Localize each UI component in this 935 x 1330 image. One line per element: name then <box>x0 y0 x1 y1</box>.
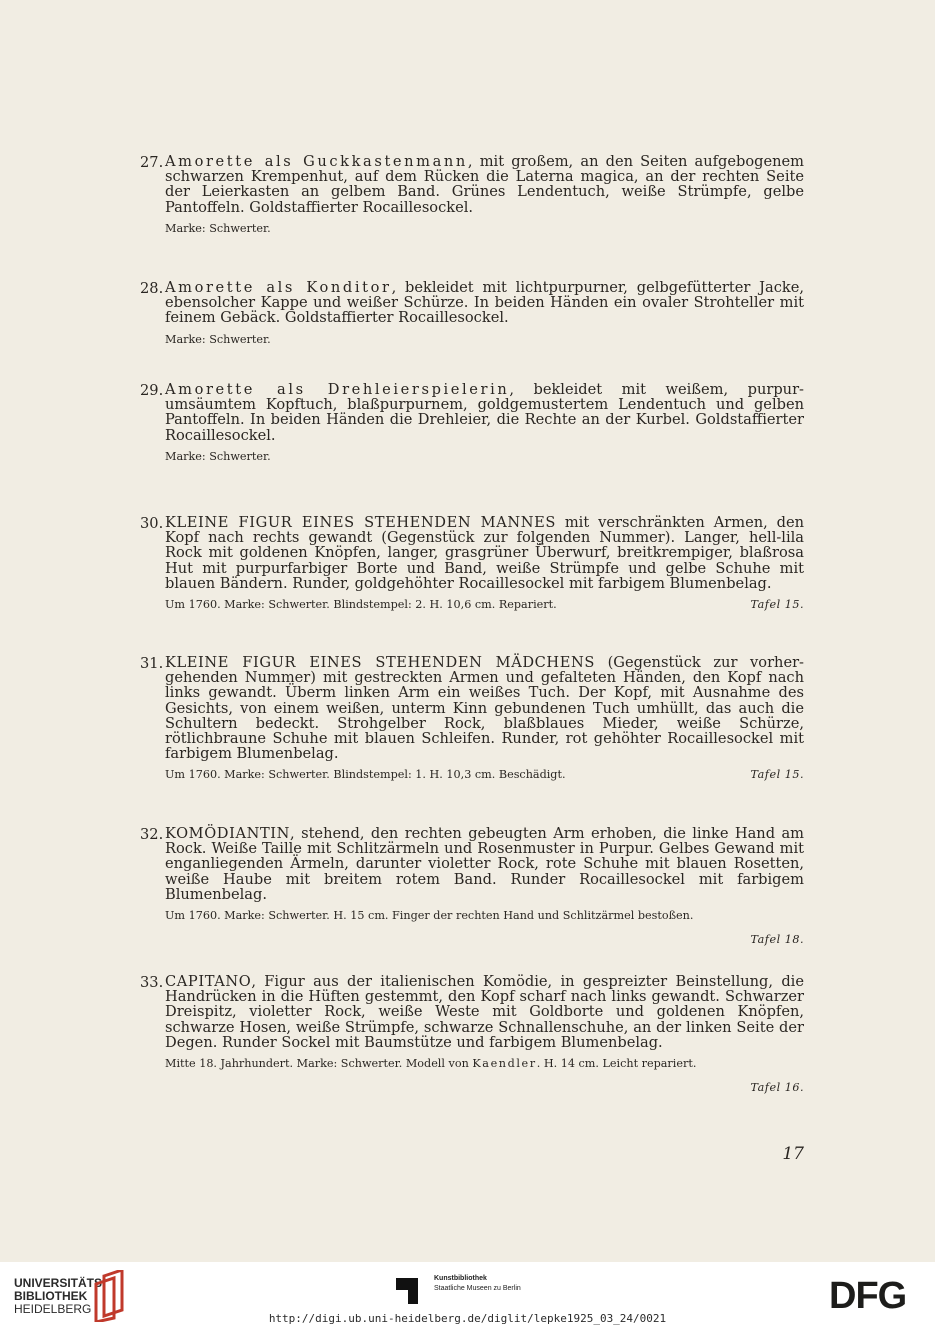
kunstbibliothek-logo-icon <box>396 1278 418 1304</box>
entry-title: KOMÖDIANTIN <box>165 825 291 842</box>
entry-meta: Marke: Schwerter. <box>165 221 271 235</box>
entry-number: 32. <box>140 826 164 843</box>
entry-text: Rock. Weiße Taille mit Schlitzärmeln und Rosenmuster in Purpur. Gelbes Gewand mit enganliegenden Ärmeln, darunter violetter Rock, rote Schuhe mit blauen Rosetten, weiße Haube mit breitem rotem Band. Runder Rocaillesockel mit farbigem Blumenbelag. <box>165 840 804 903</box>
page-number: 17 <box>782 1144 804 1164</box>
catalog-entry-29 <box>140 382 804 464</box>
entry-title: KLEINE FIGUR EINES STEHENDEN MANNES <box>165 514 556 531</box>
plate-reference: Tafel 16. <box>750 1081 804 1095</box>
entry-text: Handrücken in die Hüften gestemmt, den Kopf scharf nach links gewandt. Schwarzer Dreispitz, violetter Rock, weiße Weste mit Goldborte und goldenen Knöpfen, schwarze Hosen, weiße Strümpfe, schwarze Schnallenschuhe, an der linken Seite der Degen. Runder Sockel mit Baumstütze und farbigem Blumenbelag. <box>165 988 804 1051</box>
entry-text-first: , stehend, den rechten gebeugten Arm erhoben, die linke Hand am <box>290 825 804 842</box>
dfg-logo: DFG <box>829 1275 907 1317</box>
catalog-entry-32 <box>140 826 804 946</box>
entry-number: 31. <box>140 655 164 672</box>
entry-text: umsäumtem Kopftuch, blaßpurpurnem, goldgemustertem Lendentuch und gelben Pantoffeln. In beiden Händen die Drehleier, die Rechte an der Kurbel. Goldstaffierter Rocaillesockel. <box>165 396 804 444</box>
catalog-entry-31 <box>140 655 804 782</box>
entry-title: Amorette als Drehleierspielerin <box>165 381 510 398</box>
entry-title: Amorette als Konditor <box>165 279 392 296</box>
plate-reference: Tafel 15. <box>750 598 804 612</box>
entry-meta: Mitte 18. Jahrhundert. Marke: Schwerter. Modell von Kaendler. H. 14 cm. Leicht repariert. <box>165 1057 697 1071</box>
entry-text-first: , bekleidet mit lichtpurpurner, gelbgefütterter Jacke, <box>391 279 804 296</box>
entry-number: 27. <box>140 154 164 171</box>
entry-text: schwarzen Krempenhut, auf dem Rücken die Laterna magica, an der rechten Seite der Leierkasten an gelbem Band. Grünes Lendentuch, weiße Strümpfe, gelbe Pantoffeln. Goldstaffierter Rocaillesockel. <box>165 168 804 216</box>
catalog-entry-30 <box>140 515 804 612</box>
entry-title: Amorette als Guckkastenmann <box>165 153 468 170</box>
entry-text: ebensolcher Kappe und weißer Schürze. In beiden Händen ein ovaler Strohteller mit feinem Gebäck. Goldstaffierter Rocaillesockel. <box>165 294 804 327</box>
plate-reference: Tafel 18. <box>750 933 804 947</box>
catalog-entry-27 <box>140 154 804 236</box>
plate-reference: Tafel 15. <box>750 768 804 782</box>
entry-meta: Marke: Schwerter. <box>165 449 271 463</box>
modeller-name: Kaendler <box>472 1057 537 1071</box>
entry-meta: Um 1760. Marke: Schwerter. Blindstempel: 1. H. 10,3 cm. Beschädigt. Tafel 15. <box>165 768 804 782</box>
entry-title: KLEINE FIGUR EINES STEHENDEN MÄDCHENS <box>165 654 595 671</box>
entry-number: 33. <box>140 974 164 991</box>
entry-meta: Marke: Schwerter. <box>165 332 271 346</box>
entry-text-first: , bekleidet mit weißem, purpur- <box>509 381 804 398</box>
catalog-entry-28 <box>140 280 804 347</box>
entry-text: Kopf nach rechts gewandt (Gegenstück zur folgenden Nummer). Langer, hell-lila Rock mit goldenen Knöpfen, langer, grasgrüner Überwurf, breitkrempiger, blaßrosa Hut mit purpurfarbiger Borte und Band, weiße Strümpfe und gelbe Schuhe mit blauen Bändern. Runder, goldgehöhter Rocaillesockel mit farbigem Blumenbelag. <box>165 529 804 592</box>
entry-text: gehenden Nummer) mit gestreckten Armen und gefalteten Händen, den Kopf nach links gewandt. Überm linken Arm ein weißes Tuch. Der Kopf, mit Ausnahme des Gesichts, von einem weißen, unterm Kinn gebundenen Tuch umhüllt, das auch die Schultern bedeckt. Strohgelber Rock, blaßblaues Mieder, weiße Schürze, rötlichbraune Schuhe mit blauen Schleifen. Runder, rot gehöhter Rocaillesockel mit farbigem Blumenbelag. <box>165 669 804 763</box>
entry-meta: Um 1760. Marke: Schwerter. Blindstempel: 2. H. 10,6 cm. Repariert. Tafel 15. <box>165 598 804 612</box>
entry-text-first: (Gegenstück zur vorher- <box>594 654 804 671</box>
entry-number: 28. <box>140 280 164 297</box>
entry-number: 30. <box>140 515 164 532</box>
entry-meta: Um 1760. Marke: Schwerter. H. 15 cm. Finger der rechten Hand und Schlitzärmel bestoßen. <box>165 909 694 923</box>
entry-number: 29. <box>140 382 164 399</box>
entry-text-first: mit verschränkten Armen, den <box>555 514 804 531</box>
permalink-url[interactable]: http://digi.ub.uni-heidelberg.de/diglit/lepke1925_03_24/0021 <box>268 1312 667 1325</box>
entry-text-first: , Figur aus der italienischen Komödie, in gespreizter Beinstellung, die <box>251 973 804 990</box>
university-library-label: UNIVERSITÄTS- BIBLIOTHEK HEIDELBERG <box>14 1276 107 1316</box>
catalog-entry-33 <box>140 974 804 1094</box>
entry-text-first: , mit großem, an den Seiten aufgebogenem <box>467 153 805 170</box>
entry-title: CAPITANO <box>165 973 252 990</box>
